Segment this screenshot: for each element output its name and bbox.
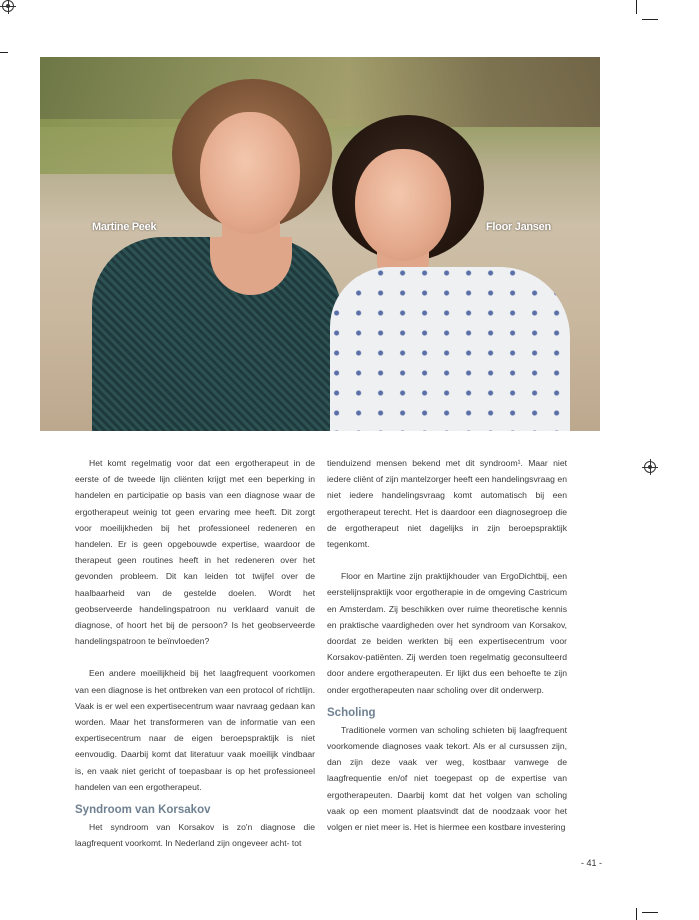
registration-mark-right [644, 461, 656, 473]
crop-mark [636, 0, 637, 14]
section-heading-korsakov: Syndroom van Korsakov [75, 804, 211, 817]
paragraph: Het syndroom van Korsakov is zo'n diagnose die laagfrequent voorkomt. In Nederland zijn ongeveer acht- tot [75, 822, 315, 849]
paragraph: Het komt regelmatig voor dat een ergotherapeut in de eerste of de tweede lijn cliënten krijgt met een beperking in handelen en participatie op basis van een diagnose waar de ergotherapeut weinig tot geen ervaring mee heeft. Dit zorgt voor moeilijkheden bij het professioneel redeneren en handelen. Er is geen opgebouwde expertise, waardoor de therapeut geen routines heeft in het redeneren over het gevonden probleem. Dit kan leiden tot twijfel over de haalbaarheid van de gestelde doelen. Wordt het geobserveerde handelingspatroon nu verklaard vanuit de diagnose, of hoort het bij de persoon? Is het geobserveerde handelingspatroon te beïnvloeden? [75, 458, 315, 647]
caption-floor-jansen: Floor Jansen [486, 221, 551, 233]
left-person-face [200, 112, 300, 234]
paragraph: tienduizend mensen bekend met dit syndroom¹. Maar niet iedere cliënt of zijn mantelzorger heeft een handelingsvraag en niet iedere handelingsvraag komt automatisch bij een ergotherapeut terecht. Het is daardoor een diagnosegroep die de ergotherapeut niet dagelijks in zijn beroepspraktijk tegenkomt. [327, 458, 567, 550]
portrait-photo [40, 57, 600, 431]
crop-mark [636, 908, 637, 920]
section-heading-scholing: Scholing [327, 706, 376, 719]
crop-mark [642, 19, 658, 20]
left-column [75, 455, 315, 851]
crop-mark [0, 52, 8, 53]
right-column [327, 455, 567, 835]
caption-martine-peek: Martine Peek [92, 221, 157, 233]
paragraph: Traditionele vormen van scholing schieten bij laagfrequent voorkomende diagnoses vaak tekort. Als er al cursussen zijn, dan zijn deze vaak ver weg, kostbaar vanwege de laagfrequentie en/of niet toegepast op de expertise van ergotherapeuten. Daarbij komt dat het volgen van scholing vaak op een moment plaatsvindt dat de noodzaak voor het volgen er niet meer is. Het is hiermee een kostbare investering [327, 724, 567, 833]
page-number: - 41 - [581, 858, 603, 868]
right-person-blouse [330, 267, 570, 431]
registration-mark-top-left [2, 0, 14, 12]
paragraph: Een andere moeilijkheid bij het laagfrequent voorkomen van een diagnose is het ontbreken van een protocol of richtlijn. Vaak is er wel een expertisecentrum waar navraag gedaan kan worden. Maar het transformeren van de informatie van een expertisecentrum naar de eigen beroepspraktijk is niet eenvoudig. Daarbij komt dat literatuur vaak moeilijk vindbaar is, en vaak niet gericht of toepasbaar is op het professioneel handelen van een ergotherapeut. [75, 668, 315, 792]
crop-mark [642, 912, 658, 913]
right-person-face [355, 149, 451, 261]
paragraph: Floor en Martine zijn praktijkhouder van ErgoDichtbij, een eerstelijnspraktijk voor ergotherapie in de omgeving Castricum en Amsterdam. Zij beschikken over ruime theoretische kennis en praktische vaardigheden over het syndroom van Korsakov, doordat ze beiden werkten bij een expertisecentrum voor Korsakov-patiënten. Zij werden toen regelmatig geconsulteerd door andere ergotherapeuten. Er lijkt dus een behoefte te zijn onder ergotherapeuten naar scholing over dit onderwerp. [327, 571, 567, 695]
